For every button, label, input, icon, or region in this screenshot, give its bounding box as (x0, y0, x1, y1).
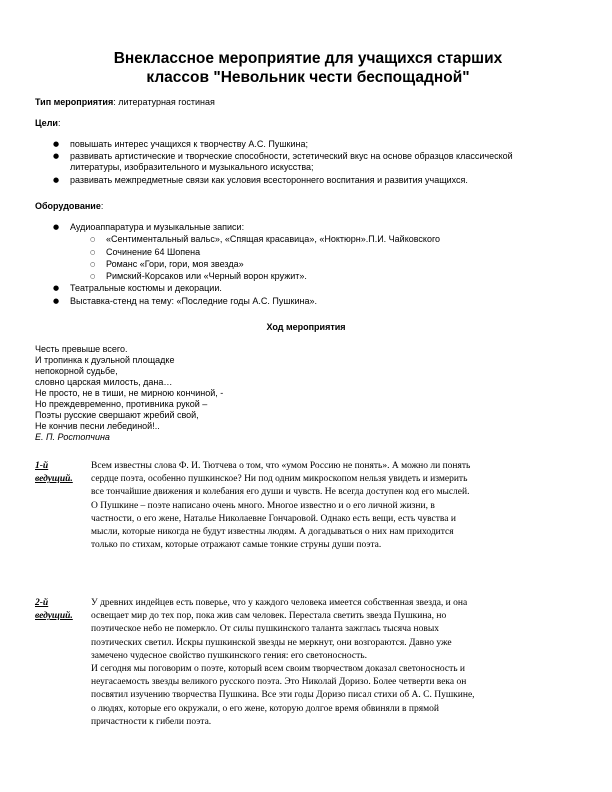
equipment-costumes: Театральные костюмы и декорации. (70, 283, 222, 293)
speaker-2-number: 2-й (35, 598, 49, 608)
speaker-1-number: 1-й (35, 461, 49, 471)
circle-bullet-icon: ○ (90, 261, 96, 268)
goal-item-1: повышать интерес учащихся к творчеству А.С. Пушкина; (70, 139, 308, 149)
bullet-icon: ● (53, 223, 60, 231)
epigraph-line: Честь превыше всего. (35, 344, 128, 354)
speaker-1-line: О Пушкине – поэте написано очень много. Многое известно и о его личной жизни, в (91, 500, 435, 511)
goals-heading (35, 118, 60, 129)
document-title (40, 49, 576, 87)
speaker-2-line: поэтическое небо не померкло. От силы пушкинского таланта зажглась тысяча новых (91, 624, 439, 635)
speaker-1-line: частности, о его жене, Наталье Николаевне Гончаровой. Однако есть вещи, есть чувства и (91, 513, 456, 524)
epigraph-line: непокорной судьбе, (35, 366, 118, 376)
speaker-1-role: ведущий. (35, 474, 73, 485)
speaker-2-line: освещает мир до тех пор, пока жив сам человек. Перестала светить звезда Пушкина, но (91, 611, 447, 622)
goals-label: Цели (35, 118, 58, 128)
audio-item-4: Римский-Корсаков или «Черный ворон кружит». (106, 271, 307, 281)
goals-colon: : (57, 118, 61, 128)
bullet-icon: ● (53, 176, 60, 184)
bullet-icon: ● (53, 297, 60, 305)
circle-bullet-icon: ○ (90, 249, 96, 256)
speaker-1-label (35, 460, 85, 486)
speaker-2-line: причастности к гибели поэта. (91, 716, 212, 727)
speaker-2-line: И сегодня мы поговорим о поэте, который всем своим творчеством доказал светоносность и (91, 664, 466, 675)
speaker-2-line: поэтических светил. Искры пушкинской звезды не меркнут, они возгораются. Давно уже (91, 637, 452, 648)
bullet-icon: ● (53, 284, 60, 292)
speaker-1-text (91, 460, 581, 552)
audio-item-2: Сочинение 64 Шопена (106, 247, 201, 257)
bullet-icon: ● (53, 152, 60, 160)
course-heading: Ход мероприятия (266, 322, 346, 332)
epigraph-line: Не просто, не в тиши, не мирною кончиной, - (35, 388, 224, 398)
speaker-2-label (35, 597, 85, 623)
speaker-1-line: Всем известны слова Ф. И. Тютчева о том, что «умом Россию не понять». А можно ли понять (91, 461, 471, 471)
speaker-2-text (91, 597, 581, 729)
speaker-1-line: только по стихам, которые отражают самые тонкие струны души поэта. (91, 540, 382, 551)
epigraph-line: Поэты русские свершают жребий свой, (35, 410, 199, 420)
title-line-1: Внеклассное мероприятие для учащихся старших (113, 50, 503, 67)
event-type-label: Тип мероприятия (35, 97, 114, 107)
speaker-2-line: У древних индейцев есть поверье, что у каждого человека имеется собственная звезда, и она (91, 598, 468, 608)
epigraph-author: Е. П. Ростопчина (35, 432, 110, 442)
epigraph (35, 344, 223, 443)
epigraph-line: И тропинка к дуэльной площадке (35, 355, 175, 365)
speaker-2-role: ведущий. (35, 611, 73, 622)
epigraph-line: словно царская милость, дана… (35, 377, 173, 387)
goal-item-2: развивать артистические и творческие способности, эстетический вкус на основе образцов классической (70, 151, 513, 161)
equipment-exhibit: Выставка-стенд на тему: «Последние годы А.С. Пушкина». (70, 296, 318, 306)
circle-bullet-icon: ○ (90, 236, 96, 243)
circle-bullet-icon: ○ (90, 273, 96, 280)
equipment-audio: Аудиоаппаратура и музыкальные записи: (70, 222, 245, 232)
speaker-2-line: неугасаемость звезды великого русского поэта. Это Николай Доризо. Более четверти века он (91, 677, 467, 688)
audio-item-1: «Сентиментальный вальс», «Спящая красавица», «Ноктюрн».П.И. Чайковского (106, 234, 441, 244)
speaker-2-line: о людях, которые его окружали, о его жене, которую долгое время обвиняли в прямой (91, 703, 439, 714)
goal-item-3: развивать межпредметные связи как условия всестороннего воспитания и развития учащихся. (70, 175, 468, 185)
audio-item-3: Романс «Гори, гори, моя звезда» (106, 259, 244, 269)
goal-item-2-cont: литературы, изобразительного и музыкального искусства; (70, 162, 314, 172)
speaker-1-line: сердце поэта, особенно пушкинское? Ни под одним микроскопом нельзя увидеть и измерить (91, 474, 468, 485)
equipment-label: Оборудование (35, 201, 101, 211)
event-type (35, 97, 215, 108)
epigraph-line: Не кончив песни лебединой!.. (35, 421, 160, 431)
equipment-heading (35, 201, 103, 212)
speaker-2-line: посвятил изучению творчества Пушкина. Все эти годы Доризо писал стихи об А. С. Пушкине, (91, 690, 475, 701)
speaker-1-line: мысли, которые никогда не будут известны людям. А догадываться о них нам приходится (91, 527, 454, 538)
bullet-icon: ● (53, 140, 60, 148)
epigraph-line: Но преждевременно, противника рукой – (35, 399, 208, 409)
event-type-value: : литературная гостиная (113, 97, 215, 107)
speaker-2-line: замечено чудесное свойство пушкинского гения: его светоносность. (91, 650, 367, 661)
speaker-1-line: все тончайшие движения и колебания его души и чувств. Не всегда доступен код его мыслей. (91, 487, 470, 498)
equipment-colon: : (100, 201, 104, 211)
title-line-2: классов "Невольник чести беспощадной" (146, 69, 470, 86)
